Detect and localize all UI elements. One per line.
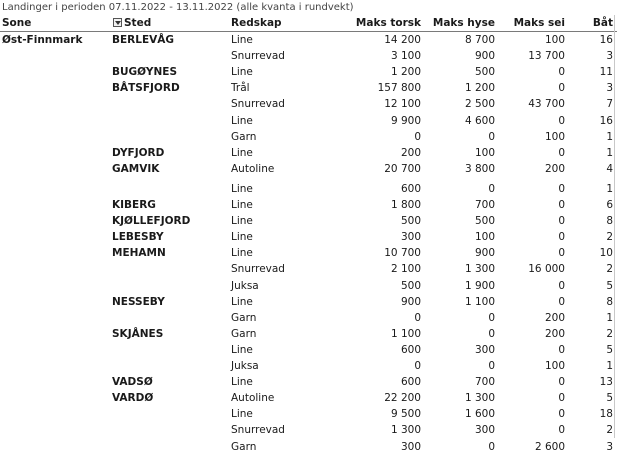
cell-maks-torsk: 14 200 (384, 34, 421, 46)
cell-bat: 13 (599, 376, 613, 389)
cell-sted: DYFJORD (112, 146, 165, 159)
cell-maks-hyse: 700 (474, 376, 495, 389)
cell-redskap: Line (231, 247, 253, 260)
cell-maks-hyse: 2 500 (464, 98, 495, 111)
cell-bat: 1 (606, 311, 613, 324)
cell-redskap: Line (231, 114, 253, 127)
cell-redskap: Line (231, 376, 253, 389)
cell-bat: 16 (599, 34, 613, 46)
cell-maks-hyse: 300 (474, 343, 495, 356)
cell-bat: 7 (606, 98, 613, 111)
table-row (0, 181, 617, 197)
cell-maks-torsk: 1 300 (390, 424, 421, 437)
cell-bat: 1 (606, 182, 613, 195)
cell-maks-hyse: 1 900 (464, 279, 495, 292)
header-bat[interactable]: Båt (592, 17, 613, 29)
cell-maks-sei: 2 600 (534, 440, 565, 453)
cell-maks-sei: 0 (558, 114, 565, 127)
cell-maks-torsk: 157 800 (377, 82, 421, 95)
table-row (0, 390, 617, 406)
table-row (0, 145, 617, 161)
table-row (0, 439, 617, 455)
cell-redskap: Snurrevad (231, 98, 285, 111)
cell-maks-sei: 0 (558, 146, 565, 159)
cell-maks-hyse: 3 800 (464, 162, 495, 175)
cell-redskap: Snurrevad (231, 424, 285, 437)
cell-redskap: Garn (231, 327, 257, 340)
table-row (0, 374, 617, 390)
cell-maks-torsk: 500 (400, 215, 421, 228)
cell-redskap: Line (231, 343, 253, 356)
cell-maks-torsk: 1 100 (390, 327, 421, 340)
cell-maks-torsk: 10 700 (384, 247, 421, 260)
cell-redskap: Autoline (231, 392, 275, 405)
table-row (0, 64, 617, 80)
cell-maks-sei: 100 (544, 34, 565, 46)
cell-maks-sei: 0 (558, 295, 565, 308)
cell-sted: VADSØ (112, 376, 153, 389)
cell-maks-sei: 0 (558, 82, 565, 95)
cell-maks-hyse: 0 (488, 311, 495, 324)
cell-maks-hyse: 0 (488, 327, 495, 340)
cell-sted: MEHAMN (112, 247, 166, 260)
cell-maks-sei: 0 (558, 392, 565, 405)
cell-redskap: Autoline (231, 162, 275, 175)
cell-maks-hyse: 100 (474, 231, 495, 244)
cell-maks-torsk: 600 (400, 376, 421, 389)
header-maks-torsk[interactable]: Maks torsk (355, 17, 421, 29)
cell-bat: 1 (606, 130, 613, 143)
cell-bat: 2 (606, 231, 613, 244)
table-row (0, 245, 617, 261)
table-row (0, 278, 617, 294)
cell-maks-hyse: 1 600 (464, 408, 495, 421)
cell-bat: 6 (606, 199, 613, 211)
cell-bat: 18 (599, 408, 613, 421)
cell-redskap: Garn (231, 311, 257, 324)
cell-maks-hyse: 8 700 (464, 34, 495, 46)
cell-bat: 2 (606, 327, 613, 340)
cell-maks-torsk: 22 200 (384, 392, 421, 405)
cell-maks-hyse: 900 (474, 50, 495, 63)
cell-maks-sei: 13 700 (528, 50, 565, 63)
cell-redskap: Snurrevad (231, 263, 285, 276)
cell-bat: 5 (606, 392, 613, 405)
cell-maks-hyse: 1 300 (464, 392, 495, 405)
cell-redskap: Line (231, 199, 253, 211)
cell-maks-sei: 0 (558, 408, 565, 421)
cell-sted: BÅTSFJORD (112, 82, 180, 95)
table-row (0, 261, 617, 277)
cell-sted: BUGØYNES (112, 66, 178, 79)
cell-maks-torsk: 0 (414, 311, 421, 324)
cell-redskap: Line (231, 66, 253, 79)
cell-maks-hyse: 700 (474, 199, 495, 211)
header-redskap[interactable]: Redskap (231, 17, 282, 29)
table-row (0, 310, 617, 326)
cell-maks-hyse: 4 600 (464, 114, 495, 127)
table-row (0, 197, 617, 213)
cell-sted: VARDØ (112, 392, 154, 405)
table-row (0, 229, 617, 245)
cell-maks-torsk: 600 (400, 182, 421, 195)
cell-sted: KJØLLEFJORD (112, 215, 191, 228)
cell-maks-sei: 200 (544, 327, 565, 340)
cell-maks-torsk: 12 100 (384, 98, 421, 111)
table-row (0, 113, 617, 129)
cell-redskap: Snurrevad (231, 50, 285, 63)
cell-maks-hyse: 900 (474, 247, 495, 260)
cell-maks-hyse: 1 200 (464, 82, 495, 95)
cell-maks-torsk: 500 (400, 279, 421, 292)
cell-maks-torsk: 9 900 (390, 114, 421, 127)
cell-bat: 5 (606, 279, 613, 292)
cell-sted: SKJÅNES (112, 327, 164, 340)
header-sted[interactable]: Sted (124, 17, 152, 29)
cell-maks-hyse: 300 (474, 424, 495, 437)
cell-maks-sei: 200 (544, 311, 565, 324)
table-row (0, 129, 617, 145)
cell-sted: KIBERG (112, 199, 156, 211)
cell-maks-hyse: 100 (474, 146, 495, 159)
cell-sted: LEBESBY (112, 231, 164, 244)
cell-maks-hyse: 0 (488, 130, 495, 143)
table-row (0, 80, 617, 96)
cell-bat: 2 (606, 263, 613, 276)
cell-bat: 3 (606, 82, 613, 95)
table-row (0, 96, 617, 112)
cell-maks-torsk: 200 (400, 146, 421, 159)
cell-bat: 5 (606, 343, 613, 356)
cell-bat: 16 (599, 114, 613, 127)
cell-maks-sei: 0 (558, 247, 565, 260)
cell-redskap: Juksa (231, 360, 259, 372)
cell-maks-torsk: 0 (414, 360, 421, 372)
table-row (0, 406, 617, 422)
cell-maks-torsk: 1 200 (390, 66, 421, 79)
cell-maks-torsk: 0 (414, 130, 421, 143)
cell-redskap: Line (231, 231, 253, 244)
cell-maks-torsk: 2 100 (390, 263, 421, 276)
cell-sted: BERLEVÅG (112, 34, 174, 46)
cell-redskap: Trål (231, 82, 250, 95)
cell-maks-sei: 0 (558, 279, 565, 292)
cell-maks-hyse: 1 300 (464, 263, 495, 276)
cell-maks-sei: 0 (558, 182, 565, 195)
cell-maks-sei: 0 (558, 215, 565, 228)
cell-maks-sei: 0 (558, 199, 565, 211)
cell-maks-sei: 100 (544, 130, 565, 143)
cell-bat: 1 (606, 360, 613, 372)
cell-maks-torsk: 600 (400, 343, 421, 356)
cell-maks-sei: 200 (544, 162, 565, 175)
cell-redskap: Line (231, 34, 253, 46)
cell-bat: 1 (606, 146, 613, 159)
header-maks-sei[interactable]: Maks sei (513, 17, 565, 29)
cell-redskap: Line (231, 182, 253, 195)
table-row (0, 48, 617, 64)
table-title: Landinger i perioden 07.11.2022 - 13.11.2022 (alle kvanta i rundvekt) (2, 2, 354, 13)
cell-maks-sei: 16 000 (528, 263, 565, 276)
cell-bat: 8 (606, 295, 613, 308)
cell-maks-sei: 0 (558, 343, 565, 356)
cell-maks-torsk: 300 (400, 231, 421, 244)
cell-redskap: Garn (231, 440, 257, 453)
table-row (0, 342, 617, 358)
cell-maks-torsk: 20 700 (384, 162, 421, 175)
cell-maks-sei: 0 (558, 424, 565, 437)
cell-maks-sei: 0 (558, 231, 565, 244)
cell-maks-sei: 100 (544, 360, 565, 372)
cell-maks-hyse: 0 (488, 440, 495, 453)
table-row (0, 422, 617, 438)
cell-redskap: Juksa (231, 279, 259, 292)
header-maks-hyse[interactable]: Maks hyse (432, 17, 495, 29)
cell-maks-hyse: 500 (474, 66, 495, 79)
cell-sted: GAMVIK (112, 162, 160, 175)
table-row (0, 161, 617, 177)
filter-dropdown-icon[interactable] (113, 18, 122, 27)
cell-maks-hyse: 1 100 (464, 295, 495, 308)
cell-maks-sei: 0 (558, 66, 565, 79)
table-row (0, 213, 617, 229)
cell-bat: 3 (606, 440, 613, 453)
cell-redskap: Garn (231, 130, 257, 143)
cell-maks-hyse: 0 (488, 182, 495, 195)
cell-maks-sei: 43 700 (528, 98, 565, 111)
cell-maks-torsk: 9 500 (390, 408, 421, 421)
cell-maks-torsk: 3 100 (390, 50, 421, 63)
cell-redskap: Line (231, 295, 253, 308)
cell-sted: NESSEBY (112, 295, 165, 308)
cell-bat: 2 (606, 424, 613, 437)
cell-redskap: Line (231, 215, 253, 228)
table-row (0, 358, 617, 374)
cell-maks-torsk: 1 800 (390, 199, 421, 211)
cell-bat: 11 (599, 66, 613, 79)
table-header (0, 15, 617, 32)
cell-bat: 8 (606, 215, 613, 228)
cell-maks-hyse: 0 (488, 360, 495, 372)
cell-redskap: Line (231, 408, 253, 421)
cell-bat: 10 (599, 247, 613, 260)
cell-maks-sei: 0 (558, 376, 565, 389)
right-border (614, 15, 615, 438)
header-sone[interactable]: Sone (2, 17, 32, 29)
cell-bat: 3 (606, 50, 613, 63)
cell-redskap: Line (231, 146, 253, 159)
cell-sone: Øst-Finnmark (2, 34, 83, 46)
table-row (0, 294, 617, 310)
cell-maks-hyse: 500 (474, 215, 495, 228)
cell-maks-torsk: 900 (400, 295, 421, 308)
cell-maks-torsk: 300 (400, 440, 421, 453)
cell-bat: 4 (606, 162, 613, 175)
table-row (0, 326, 617, 342)
table-row (0, 32, 617, 48)
